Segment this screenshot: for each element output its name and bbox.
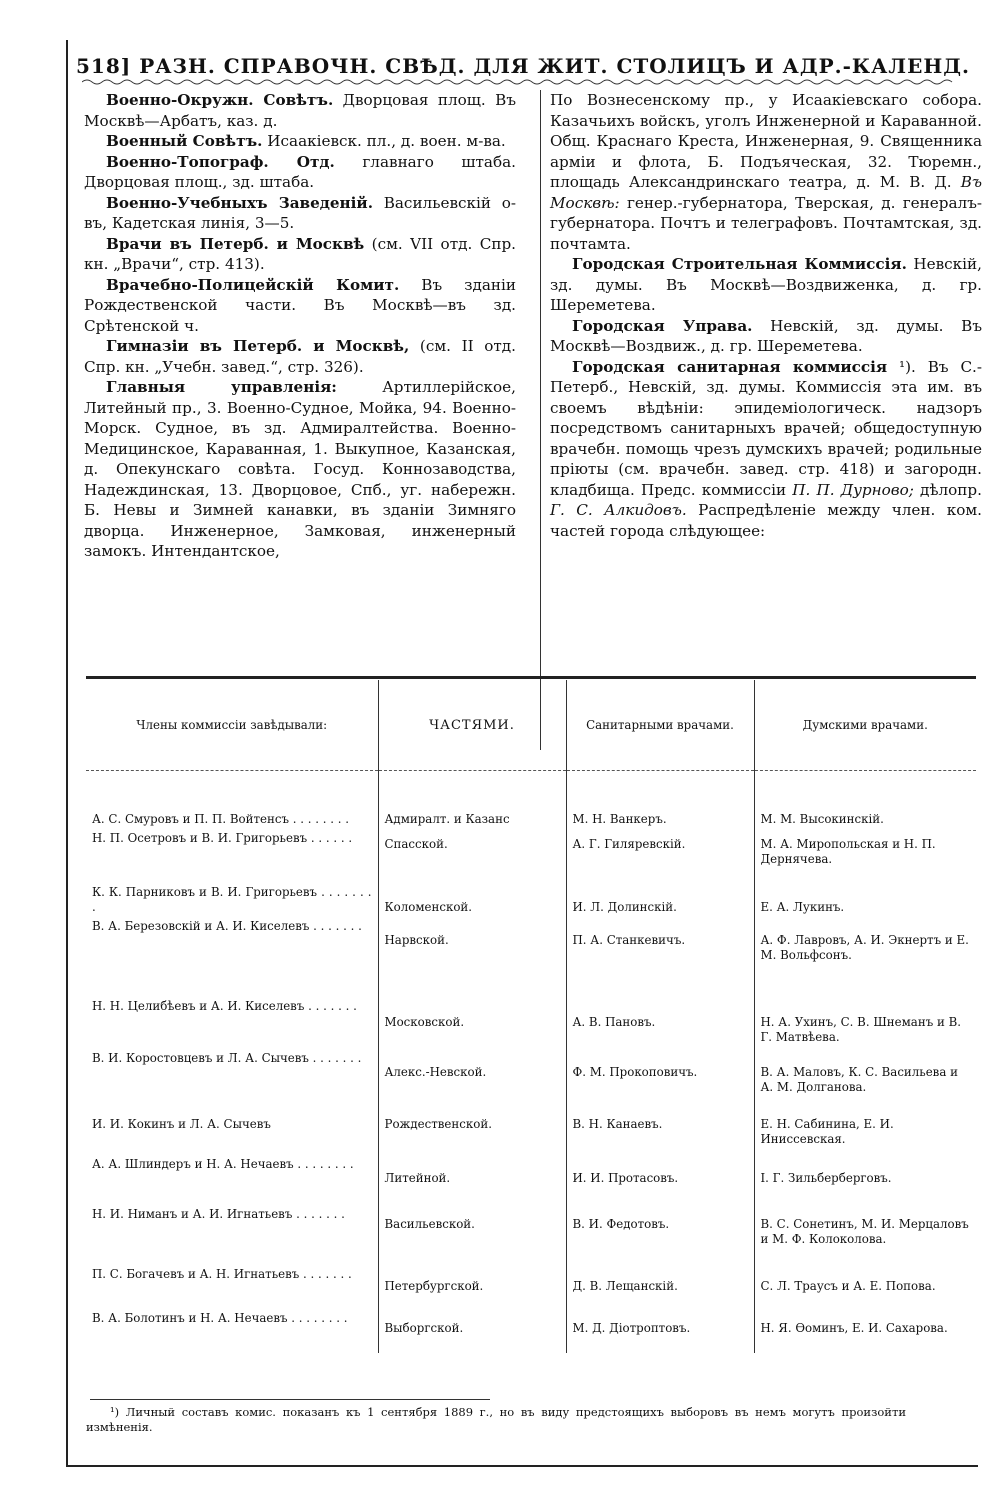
entry-sanitary: Городская санитарная коммиссія ¹). Въ С.-Петерб., Невскій, зд. думы. Коммиссія эта им. въ своемъ вѣдѣніи: эпидеміологическ. надзоръ посредствомъ санитарныхъ врачей; общедоступную врачебн. помощь чрезъ думскихъ врачей; родильные пріюты (см. врачебн. завед. стр. 418) и загородн. кладбища. Предс. коммиссіи П. П. Дурново; дѣлопр. Г. С. Алкидовъ. Распредѣленіе между член. ком. частей города слѣдующее: — [550, 357, 983, 540]
table-top-rule — [86, 676, 976, 679]
entry: Врачебно-Полицейскій Комит. Въ зданіи Рождественской части. Въ Москвѣ—въ зд. Срѣтенской ч. — [84, 275, 516, 335]
right-column — [550, 90, 982, 541]
table-row: В. И. Коростовцевъ и Л. А. Сычевъ . . . . . . . Алекс.-Невской. Ф. М. Прокоповичъ. В. А. Маловъ, К. С. Васильева и А. М. Долганова. — [86, 1047, 976, 1107]
entry: Военно-Учебныхъ Заведеній. Васильевскій о-въ, Кадетская линія, 3—5. — [84, 193, 516, 232]
table-row: Н. И. Ниманъ и А. И. Игнатьевъ . . . . . . . Васильевской. В. И. Федотовъ. В. С. Сонетинъ, М. И. Мерцаловъ и М. Ф. Колоколова. — [86, 1203, 976, 1263]
entry: Военно-Окружн. Совѣтъ. Дворцовая площ. Въ Москвѣ—Арбатъ, каз. д. — [84, 91, 516, 130]
table-row: Н. Н. Целибѣевъ и А. И. Киселевъ . . . . . . . Московской. А. В. Пановъ. Н. А. Ухинъ, С. В. Шнеманъ и В. Г. Матвѣева. — [86, 971, 976, 1047]
table-row: П. С. Богачевъ и А. Н. Игнатьевъ . . . . . . . Петербургской. Д. В. Лещанскій. С. Л. Траусъ и А. Е. Попова. — [86, 1263, 976, 1307]
table-row: А. А. Шлиндеръ и Н. А. Нечаевъ . . . . . . . . Литейной. И. И. Протасовъ. I. Г. Зильберберговъ. — [86, 1153, 976, 1203]
entry: Гимназіи въ Петерб. и Москвѣ, (см. II отд. Спр. кн. „Учебн. завед.“, стр. 326). — [84, 337, 516, 376]
col-header-sanitary: Санитарными врачами. — [566, 680, 754, 771]
entry: Врачи въ Петерб. и Москвѣ (см. VII отд. Спр. кн. „Врачи“, стр. 413). — [84, 234, 516, 273]
table-row: К. К. Парниковъ и В. И. Григорьевъ . . . . . . . . Коломенской. И. Л. Долинскій. Е. А. Лукинъ. — [86, 875, 976, 915]
table-row: И. И. Кокинъ и Л. А. Сычевъ Рождественской. В. Н. Канаевъ. Е. Н. Сабинина, Е. И. Иниссевская. — [86, 1107, 976, 1153]
entry: Военный Совѣтъ. Исаакіевск. пл., д. воен. м-ва. — [106, 132, 506, 150]
commission-table — [86, 680, 976, 1353]
table-row: Н. П. Осетровъ и В. И. Григорьевъ . . . . . . Спасской. А. Г. Гиляревскій. М. А. Миропольская и Н. П. Дернячева. — [86, 827, 976, 875]
col-header-duma: Думскими врачами. — [754, 680, 976, 771]
table-row: В. А. Болотинъ и Н. А. Нечаевъ . . . . . . . . Выборгской. М. Д. Діотроптовъ. Н. Я. Ѳоминъ, Е. И. Сахарова. — [86, 1307, 976, 1353]
footnote: ¹) Личный составъ комис. показанъ къ 1 сентября 1889 г., но въ виду предстоящихъ выборовъ въ немъ могутъ произойти измѣненія. — [86, 1405, 906, 1434]
table-row: В. А. Березовскій и А. И. Киселевъ . . . . . . . Нарвской. П. А. Станкевичъ. А. Ф. Лавровъ, А. И. Экнертъ и Е. М. Вольфсонъ. — [86, 915, 976, 971]
entry: Главныя управленія: Артиллерійское, Литейный пр., 3. Военно-Судное, Мойка, 94. Военно-Морск. Судное, въ зд. Адмиралтейства. Военно-Медицинское, Караванная, 1. Выкупное, Казанская, д. Опекунскаго совѣта. Госуд. Коннозаводства, Надеждинская, 13. Дворцовое, Спб., уг. набережн. Б. Невы и Зимней канавки, въ зданіи Зимняго дворца. Инженерное, Замковая, инженерный замокъ. Интендантское, — [84, 378, 516, 560]
entry: Городская Строительная Коммиссія. Невскій, зд. думы. Въ Москвѣ—Воздвиженка, д. гр. Шереметева. — [550, 255, 982, 314]
col-header-members: Члены коммиссіи завѣдывали: — [86, 680, 378, 771]
entry-continuation: По Вознесенскому пр., у Исаакіевскаго собора. Казачьихъ войскъ, уголъ Инженерной и Караванной. Общ. Краснаго Креста, Инженерная, 9. Священника арміи и флота, Б. Подъяческая, 32. Тюремн., площадь Александринскаго театра, д. М. В. Д. Въ Москвѣ: генер.-губернатора, Тверская, д. генералъ-губернатора. Почтъ и телеграфовъ. Почтамтская, зд. почтамта. — [550, 91, 982, 253]
column-divider — [540, 90, 541, 750]
table-row: А. С. Смуровъ и П. П. Войтенсъ . . . . . . . . Адмиралт. и Казанс М. Н. Ванкеръ. М. М. Высокинскій. — [86, 789, 976, 827]
entry: Военно-Топограф. Отд. главнаго штаба. Дворцовая площ., зд. штаба. — [84, 152, 517, 191]
text-area — [66, 40, 983, 760]
two-column-body — [80, 90, 983, 752]
left-column — [84, 90, 516, 562]
entry: Городская Управа. Невскій, зд. думы. Въ Москвѣ—Воздвиж., д. гр. Шереметева. — [550, 316, 982, 355]
running-header: 518] РАЗН. СПРАВОЧН. СВѢД. ДЛЯ ЖИТ. СТОЛИЦЪ И АДР.-КАЛЕНД. — [76, 54, 970, 78]
footnote-rule — [90, 1399, 490, 1400]
col-header-districts: ЧАСТЯМИ. — [378, 680, 566, 771]
